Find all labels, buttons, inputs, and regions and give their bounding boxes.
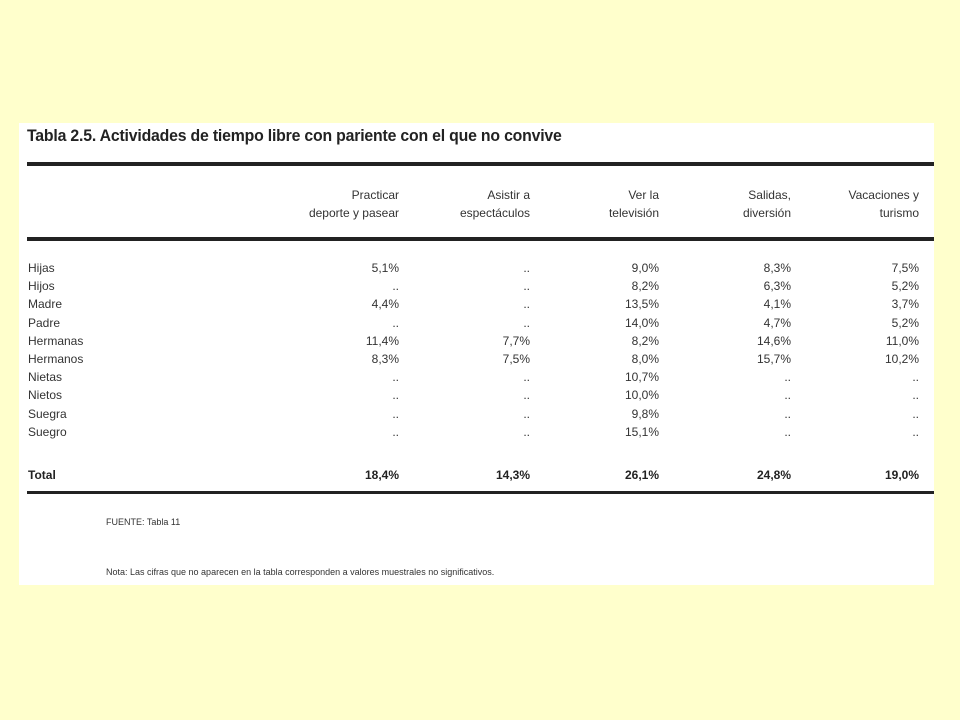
column-header-line: Salidas,: [748, 188, 791, 202]
table-cell: 7,5%: [891, 261, 919, 275]
row-label: Hijos: [28, 279, 55, 294]
table-cell: ..: [523, 279, 530, 294]
table-cell: ..: [784, 424, 791, 439]
column-header: [609, 186, 659, 222]
table-cell: ..: [392, 370, 399, 385]
column-header-line: diversión: [742, 206, 791, 220]
row-label: Hermanos: [28, 352, 84, 366]
column-header: [743, 186, 791, 222]
table-cell: 15,1%: [624, 424, 659, 439]
table-cell: ..: [523, 297, 530, 312]
row-label: Madre: [28, 297, 63, 312]
column-header: [849, 186, 919, 222]
row-label: Nietos: [28, 388, 63, 403]
row-label: Hermanas: [28, 333, 84, 348]
column-header-line: espectáculos: [459, 206, 530, 220]
table-cell: 10,0%: [624, 388, 659, 403]
table-cell: ..: [912, 370, 919, 385]
table-cell: 13,5%: [624, 297, 659, 312]
total-cell: 14,3%: [495, 468, 530, 482]
table-cell: 14,6%: [756, 333, 791, 348]
table-cell: 7,5%: [502, 352, 530, 366]
table-cell: 8,3%: [371, 352, 399, 366]
total-label: Total: [28, 468, 56, 482]
table-cell: 5,1%: [371, 261, 399, 275]
top-rule: [27, 162, 934, 166]
table-cell: ..: [523, 406, 530, 421]
table-cell: ..: [392, 388, 399, 403]
table-cell: 9,8%: [631, 406, 659, 421]
header-rule: [27, 237, 934, 241]
table-cell: ..: [784, 370, 791, 385]
total-cell: 24,8%: [756, 468, 791, 482]
column-header-line: turismo: [879, 206, 919, 220]
table-cell: ..: [523, 370, 530, 385]
row-label: Padre: [28, 315, 61, 330]
table-cell: 8,2%: [631, 333, 659, 348]
column-header-line: Vacaciones y: [848, 188, 919, 202]
table-cell: ..: [392, 315, 399, 330]
total-cell: 26,1%: [624, 468, 659, 482]
row-label: Hijas: [28, 261, 55, 275]
table-cell: ..: [912, 406, 919, 421]
footnote: Nota: Las cifras que no aparecen en la tabla corresponden a valores muestrales no significativos.: [106, 567, 495, 577]
table-cell: ..: [523, 315, 530, 330]
total-cell: 19,0%: [884, 468, 919, 482]
table-panel: [19, 123, 934, 585]
column-header-line: Practicar: [351, 188, 399, 202]
table-cell: 4,4%: [371, 297, 399, 312]
table-cell: 11,4%: [365, 333, 399, 348]
table-cell: 11,0%: [885, 333, 919, 348]
table-cell: ..: [523, 424, 530, 439]
row-label: Suegro: [28, 424, 67, 439]
column-header-line: Ver la: [628, 188, 659, 202]
table-cell: ..: [392, 424, 399, 439]
table-cell: 8,2%: [631, 279, 659, 294]
table-cell: ..: [784, 406, 791, 421]
table-cell: ..: [784, 388, 791, 403]
column-header: [460, 186, 530, 222]
table-cell: ..: [523, 261, 530, 275]
table-cell: 5,2%: [891, 315, 919, 330]
table-cell: 14,0%: [624, 315, 659, 330]
table-cell: ..: [912, 424, 919, 439]
table-cell: ..: [392, 406, 399, 421]
column-header-line: deporte y pasear: [308, 206, 399, 220]
table-cell: 5,2%: [891, 279, 919, 294]
row-label: Suegra: [28, 406, 67, 421]
total-cell: 18,4%: [364, 468, 399, 482]
table-cell: 8,3%: [763, 261, 791, 275]
table-title: Tabla 2.5. Actividades de tiempo libre con pariente con el que no convive: [27, 126, 562, 145]
table-cell: ..: [392, 279, 399, 294]
column-header: [309, 186, 399, 222]
table-cell: 8,0%: [631, 352, 659, 366]
column-header-line: Asistir a: [487, 188, 530, 202]
table-cell: ..: [523, 388, 530, 403]
table-cell: 10,2%: [884, 352, 919, 366]
table-cell: 7,7%: [502, 333, 530, 348]
source-note: FUENTE: Tabla 11: [106, 517, 181, 527]
column-header-line: televisión: [608, 206, 659, 220]
table-cell: ..: [912, 388, 919, 403]
table-cell: 10,7%: [624, 370, 659, 385]
row-label: Nietas: [28, 370, 63, 385]
table-cell: 9,0%: [631, 261, 659, 275]
table-cell: 4,1%: [763, 297, 791, 312]
bottom-rule: [27, 491, 934, 494]
table-cell: 15,7%: [756, 352, 791, 366]
table-cell: 3,7%: [891, 297, 919, 312]
table-cell: 6,3%: [763, 279, 791, 294]
table-cell: 4,7%: [763, 315, 791, 330]
